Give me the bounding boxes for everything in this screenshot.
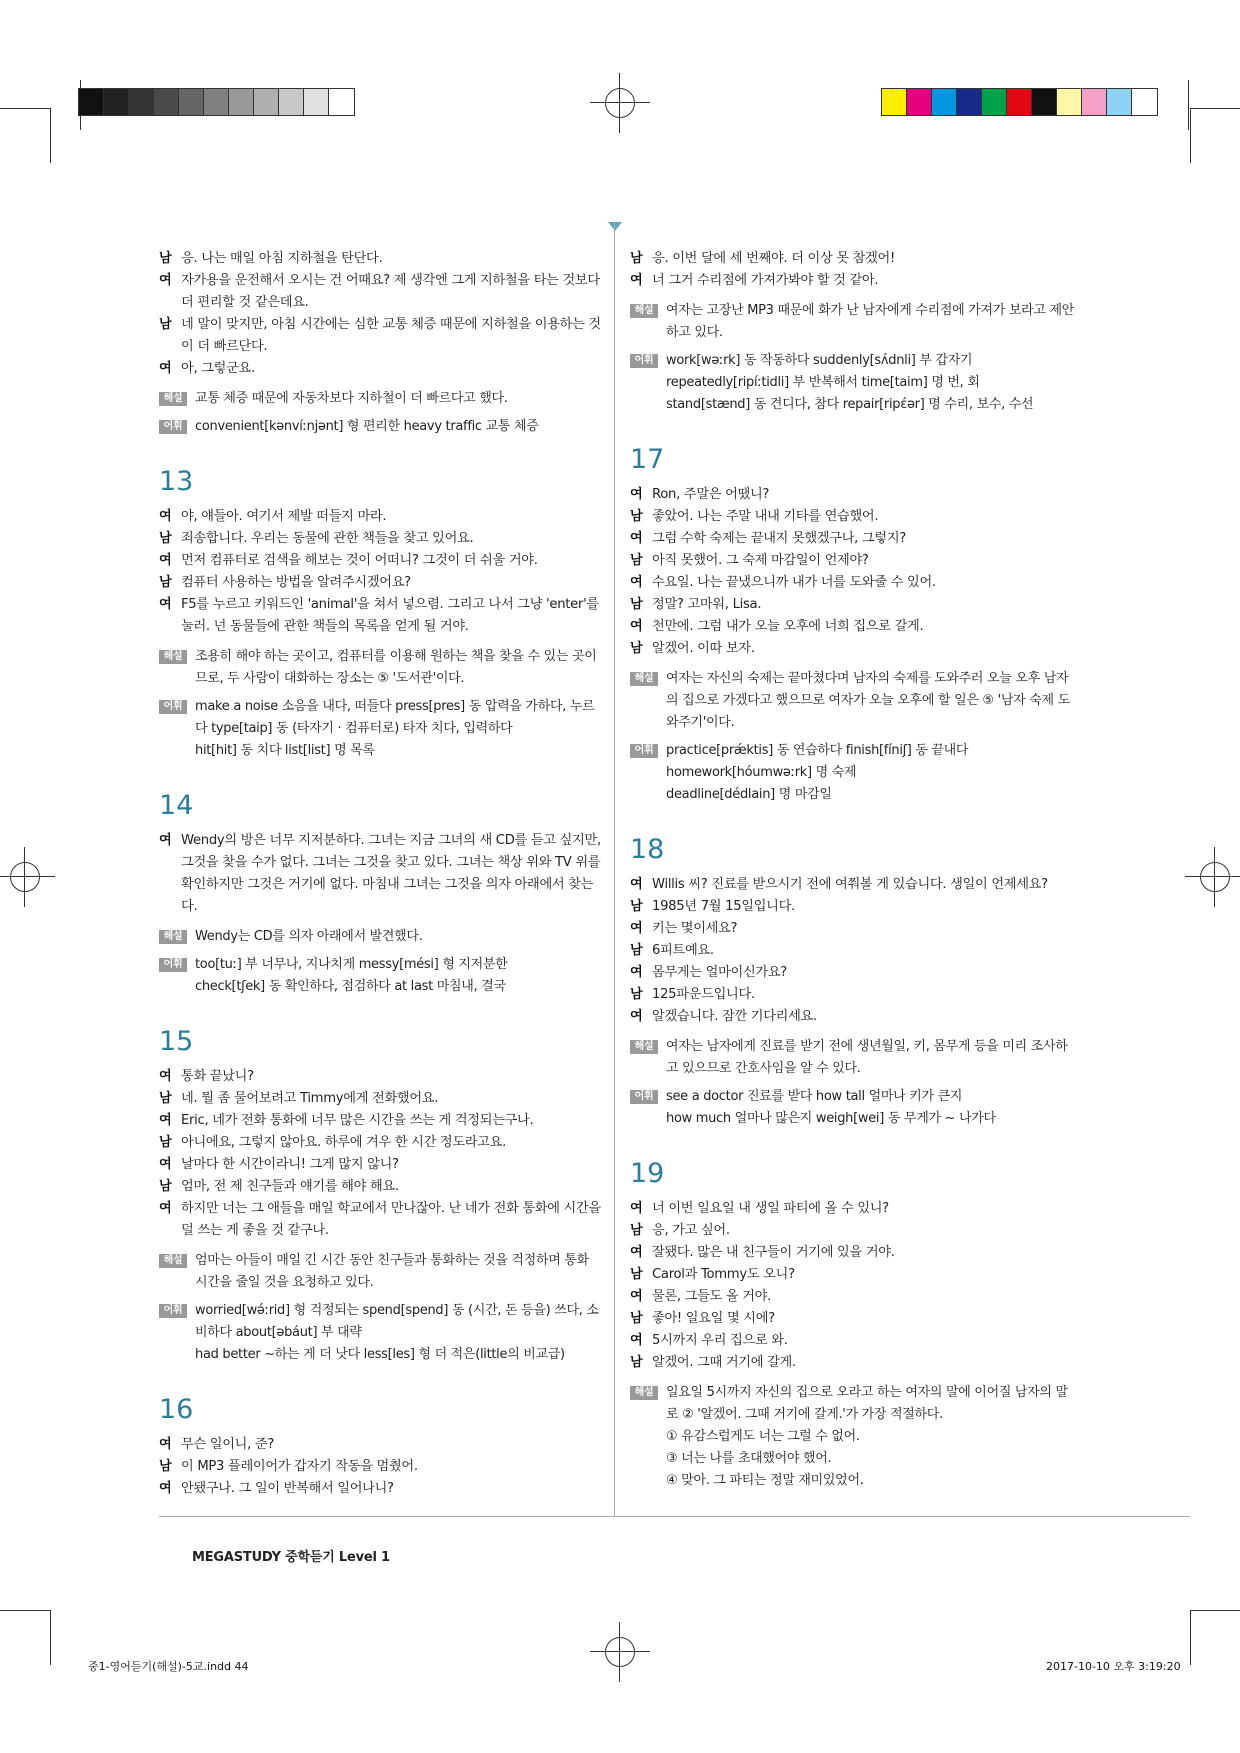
dialogue <box>630 874 1075 1028</box>
dialogue-line <box>159 314 604 358</box>
note-body <box>195 696 604 762</box>
dialogue-line <box>159 358 604 380</box>
section-gap <box>159 438 604 466</box>
explanation-tag: 해설 <box>630 1386 658 1400</box>
explanation-tag: 해설 <box>630 304 658 318</box>
speaker-label: 남 <box>159 1179 172 1194</box>
note-line: ③ 너는 나를 초대했어야 했어. <box>666 1451 832 1466</box>
note-line: 엄마는 아들이 매일 긴 시간 동안 친구들과 통화하는 것을 걱정하며 통화 시간을 줄일 것을 요청하고 있다. <box>195 1253 589 1290</box>
note-line: worried[wə́ːrid] 형 걱정되는 spend[spend] 동 (시간, 돈 등을) 쓰다, 소비하다 about[əbáut] 부 대략 <box>195 1303 599 1340</box>
dialogue-text: 네 말이 맞지만, 아침 시간에는 심한 교통 체증 때문에 지하철을 이용하는 것이 더 빠르단다. <box>181 317 601 354</box>
dialogue-line <box>630 616 1075 638</box>
explanation-tag: 해설 <box>159 930 187 944</box>
dialogue-text: 아직 못했어. 그 숙제 마감일이 언제야? <box>652 553 869 568</box>
dialogue-text: 아니에요, 그렇지 않아요. 하루에 겨우 한 시간 정도라고요. <box>181 1135 507 1150</box>
speaker-label: 남 <box>630 641 643 656</box>
section-gap <box>159 998 604 1026</box>
section-gap <box>630 416 1075 444</box>
speaker-label: 여 <box>630 1245 643 1260</box>
speaker-label: 남 <box>630 987 643 1002</box>
note-line: 일요일 5시까지 자신의 집으로 오라고 하는 여자의 말에 이어질 남자의 말로 ② '알겠어. 그때 거기에 갈게.'가 가장 적절하다. <box>666 1385 1068 1422</box>
explanation-tag: 해설 <box>159 392 187 406</box>
crop-mark <box>1190 108 1191 163</box>
section-gap <box>159 762 604 790</box>
dialogue-line <box>159 1478 604 1500</box>
note-line: 교통 체증 때문에 자동차보다 지하철이 더 빠르다고 했다. <box>195 391 508 406</box>
speaker-label: 남 <box>630 553 643 568</box>
note-body <box>666 1036 1075 1080</box>
note-line: 여자는 자신의 숙제는 끝마쳤다며 남자의 숙제를 도와주러 오늘 오후 남자의 집으로 가겠다고 했으므로 여자가 오늘 오후에 할 일은 ⑤ '남자 숙제 도와주기'이다. <box>666 671 1070 730</box>
explanation-tag: 해설 <box>159 650 187 664</box>
vocabulary-note <box>159 416 604 438</box>
speaker-label: 여 <box>630 877 643 892</box>
dialogue-line <box>630 918 1075 940</box>
dialogue-text: 천만에. 그럼 내가 오늘 오후에 너희 집으로 갈게. <box>652 619 924 634</box>
dialogue-text: 엄마, 전 제 친구들과 얘기를 해야 해요. <box>181 1179 399 1194</box>
dialogue <box>630 1198 1075 1374</box>
dialogue-line <box>159 528 604 550</box>
dialogue-line <box>630 484 1075 506</box>
note-line: stand[stænd] 동 견디다, 참다 repair[ripέər] 명 수리, 보수, 수선 <box>666 397 1034 412</box>
dialogue-text: 무슨 일이니, 준? <box>181 1437 275 1452</box>
speaker-label: 여 <box>630 921 643 936</box>
dialogue-text: Carol과 Tommy도 오니? <box>652 1267 795 1282</box>
dialogue-line <box>159 1198 604 1242</box>
question-number: 14 <box>159 790 194 821</box>
speaker-label: 여 <box>159 273 172 288</box>
speaker-label: 남 <box>630 1311 643 1326</box>
dialogue-text: 응. 이번 달에 세 번째야. 더 이상 못 참겠어! <box>652 251 895 266</box>
registration-mark <box>10 862 40 892</box>
speaker-label: 남 <box>630 943 643 958</box>
speaker-label: 여 <box>159 597 172 612</box>
dialogue-text: Eric, 네가 전화 통화에 너무 많은 시간을 쓰는 게 걱정되는구나. <box>181 1113 534 1128</box>
column-divider <box>614 222 615 1517</box>
crop-mark <box>50 108 51 163</box>
speaker-label: 여 <box>630 531 643 546</box>
dialogue-line <box>159 1132 604 1154</box>
dialogue-text: 125파운드입니다. <box>652 987 755 1002</box>
dialogue-text: 네. 뭘 좀 물어보려고 Timmy에게 전화했어요. <box>181 1091 439 1106</box>
dialogue-line <box>159 1456 604 1478</box>
note-line: ① 유감스럽게도 너는 그럴 수 없어. <box>666 1429 860 1444</box>
dialogue-text: 그럼 수학 숙제는 끝내지 못했겠구나, 그렇지? <box>652 531 906 546</box>
dialogue-line <box>159 572 604 594</box>
dialogue-line <box>159 506 604 528</box>
speaker-label: 여 <box>630 575 643 590</box>
dialogue-line <box>630 248 1075 270</box>
note-line: 조용히 해야 하는 곳이고, 컴퓨터를 이용해 원하는 책을 찾을 수 있는 곳이므로, 두 사람이 대화하는 장소는 ⑤ '도서관'이다. <box>195 649 597 686</box>
speaker-label: 남 <box>630 509 643 524</box>
registration-mark <box>605 88 635 118</box>
explanation-note <box>159 1250 604 1294</box>
speaker-label: 여 <box>159 833 172 848</box>
crop-mark <box>0 108 50 109</box>
crop-mark <box>1190 1610 1191 1665</box>
speaker-label: 남 <box>159 1459 172 1474</box>
note-line: too[tuː] 부 너무나, 지나치게 messy[mési] 형 지저분한 <box>195 957 508 972</box>
section-gap <box>159 1366 604 1394</box>
grayscale-bar <box>78 88 355 116</box>
note-body <box>666 740 1075 806</box>
vocabulary-tag: 어휘 <box>630 354 658 368</box>
dialogue-text: 응. 나는 매일 아침 지하철을 탄단다. <box>181 251 383 266</box>
dialogue-text: F5를 누르고 키워드인 'animal'을 쳐서 넣으렴. 그리고 나서 그냥 'enter'를 눌러. 넌 동물들에 관한 책들의 목록을 얻게 될 거야. <box>181 597 599 634</box>
explanation-note <box>630 1036 1075 1080</box>
dialogue-text: 안됐구나. 그 일이 반복해서 일어나니? <box>181 1481 394 1496</box>
column-marker <box>608 222 622 231</box>
dialogue-text: 날마다 한 시간이라니! 그게 많지 않니? <box>181 1157 399 1172</box>
dialogue-line <box>159 248 604 270</box>
dialogue-line <box>630 896 1075 918</box>
note-body <box>195 926 604 948</box>
speaker-label: 여 <box>159 1481 172 1496</box>
explanation-tag: 해설 <box>159 1254 187 1268</box>
dialogue <box>630 484 1075 660</box>
vocabulary-tag: 어휘 <box>159 958 187 972</box>
dialogue-text: 자가용을 운전해서 오시는 건 어때요? 제 생각엔 그게 지하철을 타는 것보다 더 편리할 것 같은데요. <box>181 273 600 310</box>
question-number: 15 <box>159 1026 194 1057</box>
speaker-label: 남 <box>159 251 172 266</box>
dialogue-text: 알겠어. 이따 보자. <box>652 641 755 656</box>
note-body <box>195 388 604 410</box>
section-gap <box>630 1130 1075 1158</box>
vocabulary-tag: 어휘 <box>630 744 658 758</box>
dialogue-text: 야, 얘들아. 여기서 제발 떠들지 마라. <box>181 509 387 524</box>
registration-mark <box>1200 862 1230 892</box>
speaker-label: 남 <box>159 1091 172 1106</box>
speaker-label: 여 <box>159 1157 172 1172</box>
vocabulary-tag: 어휘 <box>159 420 187 434</box>
note-line: see a doctor 진료를 받다 how tall 얼마나 키가 큰지 <box>666 1089 963 1104</box>
dialogue-line <box>630 638 1075 660</box>
speaker-label: 여 <box>630 1201 643 1216</box>
speaker-label: 남 <box>630 597 643 612</box>
dialogue <box>159 1066 604 1242</box>
note-line: Wendy는 CD를 의자 아래에서 발견했다. <box>195 929 423 944</box>
dialogue-line <box>159 1066 604 1088</box>
question-number: 18 <box>630 834 665 865</box>
page-footer-title: MEGASTUDY 중학듣기 Level 1 <box>192 1550 390 1565</box>
dialogue-line <box>630 550 1075 572</box>
speaker-label: 남 <box>630 1267 643 1282</box>
note-body <box>666 668 1075 734</box>
crop-mark <box>1188 80 1189 130</box>
dialogue-line <box>159 1434 604 1456</box>
dialogue-text: 수요일. 나는 끝냈으니까 내가 너를 도와줄 수 있어. <box>652 575 936 590</box>
vocabulary-note <box>159 696 604 762</box>
dialogue-line <box>159 1110 604 1132</box>
dialogue <box>159 506 604 638</box>
dialogue-text: Ron, 주말은 어땠니? <box>652 487 770 502</box>
explanation-note <box>630 1382 1075 1492</box>
explanation-tag: 해설 <box>630 1040 658 1054</box>
dialogue-text: 응, 가고 싶어. <box>652 1223 730 1238</box>
dialogue-line <box>630 1242 1075 1264</box>
dialogue-line <box>630 1352 1075 1374</box>
vocabulary-tag: 어휘 <box>630 1090 658 1104</box>
speaker-label: 남 <box>159 1135 172 1150</box>
dialogue-text: 1985년 7월 15일입니다. <box>652 899 795 914</box>
note-line: 여자는 남자에게 진료를 받기 전에 생년월일, 키, 몸무게 등을 미리 조사하고 있으므로 간호사임을 알 수 있다. <box>666 1039 1068 1076</box>
note-body <box>195 1300 604 1366</box>
speaker-label: 여 <box>630 273 643 288</box>
question-number: 17 <box>630 444 665 475</box>
vocabulary-tag: 어휘 <box>159 700 187 714</box>
dialogue-line <box>630 984 1075 1006</box>
dialogue-text: 좋았어. 나는 주말 내내 기타를 연습했어. <box>652 509 879 524</box>
dialogue-line <box>159 594 604 638</box>
dialogue-line <box>630 1220 1075 1242</box>
note-line: make a noise 소음을 내다, 떠들다 press[pres] 동 압력을 가하다, 누르다 type[taip] 동 (타자기 · 컴퓨터로) 타자 치다, 입력하다 <box>195 699 595 736</box>
dialogue-line <box>630 1330 1075 1352</box>
dialogue-line <box>159 1154 604 1176</box>
dialogue-line <box>630 1286 1075 1308</box>
dialogue-text: 알겠어. 그때 거기에 갈게. <box>652 1355 796 1370</box>
note-body <box>195 646 604 690</box>
section-gap <box>630 806 1075 834</box>
dialogue-text: 키는 몇이세요? <box>652 921 738 936</box>
dialogue-line <box>159 830 604 918</box>
dialogue-line <box>630 506 1075 528</box>
dialogue-text: 5시까지 우리 집으로 와. <box>652 1333 788 1348</box>
dialogue-line <box>159 1088 604 1110</box>
speaker-label: 여 <box>159 1201 172 1216</box>
dialogue-text: 잘됐다. 많은 내 친구들이 거기에 있을 거야. <box>652 1245 895 1260</box>
vocabulary-note <box>159 954 604 998</box>
speaker-label: 여 <box>630 1289 643 1304</box>
speaker-label: 남 <box>159 531 172 546</box>
dialogue-line <box>630 962 1075 984</box>
dialogue-text: 통화 끝났니? <box>181 1069 254 1084</box>
note-line: homework[hóumwəːrk] 명 숙제 <box>666 765 857 780</box>
note-line: 여자는 고장난 MP3 때문에 화가 난 남자에게 수리점에 가져가 보라고 제안하고 있다. <box>666 303 1074 340</box>
dialogue <box>159 248 604 380</box>
speaker-label: 여 <box>630 619 643 634</box>
dialogue-line <box>630 270 1075 292</box>
speaker-label: 남 <box>159 575 172 590</box>
explanation-tag: 해설 <box>630 672 658 686</box>
speaker-label: 여 <box>630 965 643 980</box>
left-column <box>159 248 604 1508</box>
dialogue <box>630 248 1075 292</box>
vocabulary-note <box>630 1086 1075 1130</box>
note-line: had better ~하는 게 더 낫다 less[les] 형 더 적은(little의 비교급) <box>195 1347 565 1362</box>
question-number: 19 <box>630 1158 665 1189</box>
question-number: 16 <box>159 1394 194 1425</box>
speaker-label: 여 <box>159 509 172 524</box>
vocabulary-note <box>630 740 1075 806</box>
dialogue-text: 6피트예요. <box>652 943 714 958</box>
dialogue-text: 먼저 컴퓨터로 검색을 해보는 것이 어떠니? 그것이 더 쉬울 거야. <box>181 553 538 568</box>
speaker-label: 여 <box>159 361 172 376</box>
dialogue-line <box>630 1264 1075 1286</box>
dialogue-text: 정말? 고마워, Lisa. <box>652 597 762 612</box>
vocabulary-tag: 어휘 <box>159 1304 187 1318</box>
dialogue-text: 몸무게는 얼마이신가요? <box>652 965 787 980</box>
explanation-note <box>159 926 604 948</box>
note-line: work[wəːrk] 동 작동하다 suddenly[sʌ́dnli] 부 갑자기 <box>666 353 973 368</box>
speaker-label: 여 <box>159 1437 172 1452</box>
speaker-label: 남 <box>630 1223 643 1238</box>
note-line: deadline[dédlain] 명 마감일 <box>666 787 832 802</box>
dialogue-text: 죄송합니다. 우리는 동물에 관한 책들을 찾고 있어요. <box>181 531 474 546</box>
speaker-label: 남 <box>630 1355 643 1370</box>
explanation-note <box>630 668 1075 734</box>
speaker-label: 남 <box>630 899 643 914</box>
note-body <box>666 350 1075 416</box>
speaker-label: 여 <box>159 1069 172 1084</box>
dialogue-line <box>159 270 604 314</box>
explanation-note <box>159 388 604 410</box>
dialogue-text: 아, 그렇군요. <box>181 361 255 376</box>
dialogue-text: 물론, 그들도 올 거야. <box>652 1289 771 1304</box>
vocabulary-note <box>159 1300 604 1366</box>
dialogue-line <box>630 940 1075 962</box>
dialogue-line <box>630 572 1075 594</box>
crop-mark <box>50 1610 51 1665</box>
note-line: ④ 맞아. 그 파티는 정말 재미있었어. <box>666 1473 864 1488</box>
dialogue-line <box>630 1198 1075 1220</box>
dialogue-line <box>159 1176 604 1198</box>
note-body <box>195 416 604 438</box>
footer-rule <box>159 1516 1190 1517</box>
note-line: hit[hit] 동 치다 list[list] 명 목록 <box>195 743 375 758</box>
note-body <box>195 1250 604 1294</box>
note-line: repeatedly[ripíːtidli] 부 반복해서 time[taim] 명 번, 회 <box>666 375 980 390</box>
dialogue-line <box>630 594 1075 616</box>
dialogue-line <box>630 1308 1075 1330</box>
question-number: 13 <box>159 466 194 497</box>
speaker-label: 남 <box>630 251 643 266</box>
note-body <box>195 954 604 998</box>
speaker-label: 여 <box>630 1009 643 1024</box>
explanation-note <box>159 646 604 690</box>
crop-mark <box>1190 1610 1240 1611</box>
dialogue-text: 알겠습니다. 잠깐 기다리세요. <box>652 1009 817 1024</box>
note-body <box>666 1382 1075 1492</box>
dialogue-text: 너 이번 일요일 내 생일 파티에 올 수 있니? <box>652 1201 889 1216</box>
speaker-label: 여 <box>159 553 172 568</box>
note-line: check[tʃek] 동 확인하다, 점검하다 at last 마침내, 결국 <box>195 979 506 994</box>
slug-file: 중1-영어듣기(해설)-5교.indd 44 <box>88 1660 249 1673</box>
dialogue-text: 컴퓨터 사용하는 방법을 알려주시겠어요? <box>181 575 411 590</box>
note-line: convenient[kənvíːnjənt] 형 편리한 heavy traffic 교통 체증 <box>195 419 539 434</box>
dialogue-line <box>159 550 604 572</box>
note-body <box>666 300 1075 344</box>
speaker-label: 남 <box>159 317 172 332</box>
dialogue-line <box>630 528 1075 550</box>
dialogue-text: 이 MP3 플레이어가 갑자기 작동을 멈췄어. <box>181 1459 418 1474</box>
note-line: how much 얼마나 많은지 weigh[wei] 동 무게가 ~ 나가다 <box>666 1111 996 1126</box>
note-line: practice[prǽktis] 동 연습하다 finish[fíniʃ] 동 끝내다 <box>666 743 969 758</box>
vocabulary-note <box>630 350 1075 416</box>
note-body <box>666 1086 1075 1130</box>
dialogue-text: 하지만 너는 그 애들을 매일 학교에서 만나잖아. 난 네가 전화 통화에 시간을 덜 쓰는 게 좋을 것 같구나. <box>181 1201 601 1238</box>
crop-mark <box>0 1610 50 1611</box>
dialogue-text: Wendy의 방은 너무 지저분하다. 그녀는 지금 그녀의 새 CD를 듣고 싶지만, 그것을 찾을 수가 없다. 그녀는 그것을 찾고 있다. 그녀는 책상 위와 TV 위를 확인하지만 그것은 거기에 없다. 마침내 그녀는 그것을 의자 아래에서 찾는다. <box>181 833 601 914</box>
explanation-note <box>630 300 1075 344</box>
color-bar <box>881 88 1158 116</box>
dialogue-text: 좋아! 일요일 몇 시에? <box>652 1311 775 1326</box>
crop-mark <box>1190 108 1240 109</box>
dialogue-line <box>630 874 1075 896</box>
registration-mark <box>605 1637 635 1667</box>
speaker-label: 여 <box>159 1113 172 1128</box>
dialogue-text: Willis 씨? 진료를 받으시기 전에 여쭤볼 게 있습니다. 생일이 언제세요? <box>652 877 1048 892</box>
right-column <box>630 248 1075 1492</box>
slug-timestamp: 2017-10-10 오후 3:19:20 <box>1046 1660 1181 1673</box>
dialogue <box>159 830 604 918</box>
dialogue-line <box>630 1006 1075 1028</box>
speaker-label: 여 <box>630 1333 643 1348</box>
dialogue-text: 너 그거 수리점에 가져가봐야 할 것 같아. <box>652 273 879 288</box>
dialogue <box>159 1434 604 1500</box>
speaker-label: 여 <box>630 487 643 502</box>
